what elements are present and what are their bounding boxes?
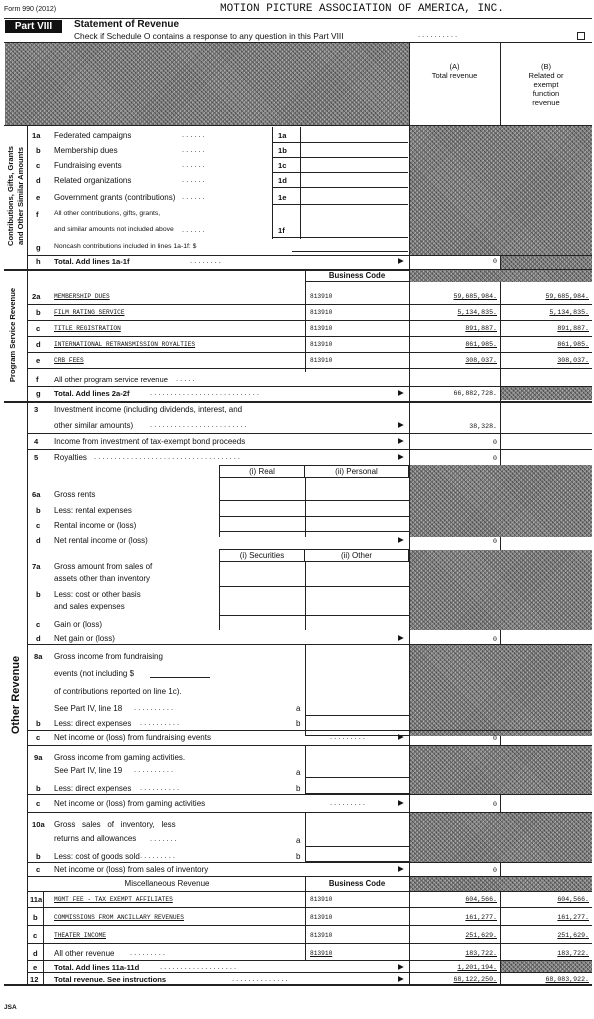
line-number: b <box>36 506 41 515</box>
misc-business-code: 813910 <box>310 914 333 921</box>
form-label: Form 990 (2012) <box>4 6 57 13</box>
column-b-letter: (B) <box>540 62 552 71</box>
line-number: 12 <box>30 975 39 984</box>
noncash-field[interactable] <box>292 251 408 252</box>
line-10-label: returns and allowances <box>54 834 137 843</box>
line-12-label: Total revenue. See instructions <box>54 975 167 984</box>
box-label: b <box>296 852 301 861</box>
contrib-amount-field[interactable] <box>272 142 408 143</box>
arrow-icon: ▶ <box>398 633 404 642</box>
rule <box>219 615 409 616</box>
line-number: c <box>36 521 41 530</box>
misc-description: THEATER INCOME <box>54 932 106 939</box>
program-business-code: 813910 <box>310 309 333 316</box>
line-8-label: Gross income from fundraising <box>54 652 163 661</box>
misc-amount-b: 161,277. <box>557 914 589 921</box>
arrow-icon: ▶ <box>398 388 404 397</box>
rule <box>305 846 410 847</box>
rule <box>4 401 592 403</box>
sales-header-securities: (i) Securities <box>239 551 285 560</box>
line-number: 5 <box>34 453 39 462</box>
arrow-icon: ▶ <box>398 864 404 873</box>
business-code-header: Business Code <box>328 879 386 888</box>
sales-line-label: and sales expenses <box>54 602 125 611</box>
arrow-icon: ▶ <box>398 535 404 544</box>
line-number: f <box>36 210 39 219</box>
rule <box>219 586 409 587</box>
line-10-entry-area <box>305 813 410 862</box>
line-5-amount: 0 <box>493 455 497 462</box>
box-label: 1f <box>278 226 285 235</box>
program-amount-b: 861,985. <box>557 341 589 348</box>
line-number: d <box>36 536 41 545</box>
part-label: Part VIII <box>5 20 62 33</box>
arrow-icon: ▶ <box>398 436 404 445</box>
line-10c-amount: 0 <box>493 867 497 874</box>
line-number: h <box>36 257 41 266</box>
program-business-code: 813910 <box>310 341 333 348</box>
line-9c-amount: 0 <box>493 801 497 808</box>
schedule-o-instruction: Check if Schedule O contains a response to any question in this Part VIII <box>74 31 344 41</box>
shaded-area <box>410 270 592 282</box>
line-number: b <box>36 784 41 793</box>
dot-leader: ...... <box>182 192 207 201</box>
line-5-label: Royalties <box>54 453 87 462</box>
line-9-label: Gross income from gaming activities. <box>54 753 186 762</box>
rule <box>305 777 410 778</box>
dot-leader: .......... <box>134 703 176 712</box>
contrib-amount-field[interactable] <box>272 157 408 158</box>
fundraising-contrib-field[interactable] <box>150 677 210 678</box>
misc-revenue-header: Miscellaneous Revenue <box>124 879 210 888</box>
arrow-icon: ▶ <box>398 798 404 807</box>
rule <box>28 336 592 337</box>
rule <box>28 730 592 731</box>
misc-description: COMMISSIONS FROM ANCILLARY REVENUES <box>54 914 184 921</box>
arrow-icon: ▶ <box>398 732 404 741</box>
rule <box>28 449 592 450</box>
rule <box>219 500 409 501</box>
line-number: g <box>36 389 41 398</box>
program-business-code: 813910 <box>310 325 333 332</box>
rent-header-real: (i) Real <box>249 467 275 476</box>
misc-business-code: 813910 <box>310 932 333 939</box>
shaded-area <box>410 813 592 862</box>
dot-leader: .......... <box>140 718 182 727</box>
misc-amount-a: 161,277. <box>465 914 497 921</box>
section-divider <box>27 402 28 984</box>
line-1g-label: Noncash contributions included in lines 1a-1f: $ <box>54 243 197 250</box>
box-label: b <box>296 784 301 793</box>
misc-amount-b: 251,629. <box>557 932 589 939</box>
misc-amount-a: 604,566. <box>465 896 497 903</box>
shaded-area <box>410 465 592 537</box>
shaded-area <box>410 126 592 256</box>
sales-line-label: Gross amount from sales of <box>54 562 153 571</box>
misc-amount-b: 604,566. <box>557 896 589 903</box>
line-1h-amount: 0 <box>493 258 497 265</box>
rental-line-label: Less: rental expenses <box>54 506 132 515</box>
line-9-label: See Part IV, line 19 <box>54 766 123 775</box>
rule <box>28 925 592 926</box>
box-label: 1a <box>278 131 287 140</box>
line-8-entry-area <box>305 645 410 736</box>
dot-leader: ................... <box>160 962 239 971</box>
dot-leader: ...... <box>182 130 207 139</box>
rule <box>28 794 592 795</box>
box-value-border <box>300 127 301 239</box>
sales-header-other: (ii) Other <box>340 551 373 560</box>
misc-amount-a: 251,629. <box>465 932 497 939</box>
line-2f-label: All other program service revenue <box>54 375 168 384</box>
sales-column-border <box>305 562 306 630</box>
line-number: b <box>36 146 41 155</box>
line-8c-label: Net income or (loss) from fundraising events <box>54 733 211 742</box>
dot-leader: ......... <box>140 851 177 860</box>
shaded-area <box>501 961 592 972</box>
line-number: 11a <box>30 895 43 904</box>
program-description: MEMBERSHIP DUES <box>54 293 110 300</box>
line-11e-label: Total. Add lines 11a-11d <box>54 963 140 972</box>
line-number: e <box>33 963 38 972</box>
rule <box>28 304 592 305</box>
program-amount-a: 861,985. <box>465 341 497 348</box>
rule <box>305 715 410 716</box>
business-code-border <box>305 270 306 372</box>
misc-description: MGMT FEE - TAX EXEMPT AFFILIATES <box>54 896 173 903</box>
column-b-title: function <box>532 89 560 98</box>
rule <box>305 281 409 282</box>
dot-leader: .......... <box>140 783 182 792</box>
part-title: Statement of Revenue <box>74 19 180 30</box>
rule <box>28 368 592 369</box>
program-amount-b: 891,887. <box>557 325 589 332</box>
line-11d-amount-a: 183,722. <box>465 950 497 957</box>
line-number: c <box>36 161 41 170</box>
line-4-amount: 0 <box>493 439 497 446</box>
dot-leader: ........ <box>190 256 223 265</box>
sales-line-label: Less: cost or other basis <box>54 590 141 599</box>
contrib-line-label: All other contributions, gifts, grants, <box>54 210 161 217</box>
line-7d-amount: 0 <box>493 636 497 643</box>
program-description: FILM RATING SERVICE <box>54 309 125 316</box>
dot-leader: ...... <box>182 145 207 154</box>
header-shaded-area <box>5 43 409 125</box>
line-9c-label: Net income or (loss) from gaming activities <box>54 799 206 808</box>
line-number: d <box>36 176 41 185</box>
line-8-label: of contributions reported on line 1c). <box>54 687 182 696</box>
line-number: b <box>36 719 41 728</box>
contrib-line-label: Government grants (contributions) <box>54 193 176 202</box>
program-description: INTERNATIONAL RETRANSMISSION ROYALTIES <box>54 341 196 348</box>
arrow-icon: ▶ <box>398 256 404 265</box>
contrib-line-label: Fundraising events <box>54 161 122 170</box>
line-number: 7a <box>32 562 41 571</box>
column-a-title: Total revenue <box>431 71 478 80</box>
side-label-program-service: Program Service Revenue <box>8 287 17 383</box>
line-10-label: Gross sales of inventory, less <box>54 820 176 829</box>
dot-leader: ......... <box>330 732 367 741</box>
line-number-column-border <box>43 891 44 984</box>
business-code-header: Business Code <box>328 271 386 280</box>
line-number: d <box>36 340 41 349</box>
shaded-area <box>410 746 592 794</box>
contrib-amount-field[interactable] <box>272 237 408 238</box>
column-b-title: exempt <box>533 80 559 89</box>
line-number: b <box>36 308 41 317</box>
program-amount-a: 891,887. <box>465 325 497 332</box>
line-11e-amount: 1,201,194. <box>457 964 497 971</box>
line-number: 10a <box>32 820 45 829</box>
program-amount-b: 5,134,835. <box>549 309 589 316</box>
line-2g-label: Total. Add lines 2a-2f <box>54 389 130 398</box>
rental-line-label: Net rental income or (loss) <box>54 536 148 545</box>
contrib-amount-field[interactable] <box>272 187 408 188</box>
arrow-icon: ▶ <box>398 962 404 971</box>
line-number: b <box>36 590 41 599</box>
rule <box>219 531 409 532</box>
contrib-line-label: Membership dues <box>54 146 118 155</box>
column-b-title: revenue <box>532 98 560 107</box>
contrib-amount-field[interactable] <box>272 172 408 173</box>
sales-line-label: Gain or (loss) <box>54 620 103 629</box>
contrib-line-label: Related organizations <box>54 176 132 185</box>
box-label: b <box>296 719 301 728</box>
rule <box>28 862 592 863</box>
line-12-amount-a: 68,122,250. <box>453 976 497 983</box>
rule <box>28 943 592 944</box>
line-9-entry-area <box>305 746 410 794</box>
line-number: g <box>36 243 41 252</box>
line-11d-label: All other revenue <box>54 949 115 958</box>
rule <box>28 433 592 434</box>
line-1h-label: Total. Add lines 1a-1f <box>54 257 130 266</box>
program-amount-a: 5,134,835. <box>457 309 497 316</box>
rule <box>28 972 592 973</box>
line-number: b <box>33 913 38 922</box>
dot-leader: ......... <box>130 948 167 957</box>
line-number: e <box>36 193 41 202</box>
schedule-o-checkbox[interactable] <box>577 32 585 40</box>
shaded-area <box>410 877 592 891</box>
dot-leader: .......... <box>134 765 176 774</box>
arrow-icon: ▶ <box>398 420 404 429</box>
line-8b-label: Less: direct expenses <box>54 719 132 728</box>
column-b-title: Related or <box>528 71 564 80</box>
line-number: c <box>36 799 41 808</box>
box-label: 1e <box>278 193 287 202</box>
line-8c-amount: 0 <box>493 735 497 742</box>
dot-leader: .................................... <box>94 452 242 461</box>
dot-leader: ........................... <box>150 388 261 397</box>
line-number: 1a <box>32 131 41 140</box>
line-8-label: See Part IV, line 18 <box>54 704 123 713</box>
arrow-icon: ▶ <box>398 974 404 983</box>
line-number: 8a <box>34 652 43 661</box>
shaded-area <box>501 256 592 269</box>
dot-leader: ....... <box>150 834 179 843</box>
rule <box>28 352 592 353</box>
dot-leader: .............. <box>232 974 290 983</box>
contrib-line-label: and similar amounts not included above <box>54 226 174 233</box>
line-number: d <box>36 634 41 643</box>
dot-leader: ...... <box>182 160 207 169</box>
line-number: 2a <box>32 292 41 301</box>
line-number: 6a <box>32 490 41 499</box>
line-12-amount-b: 68,083,922. <box>545 976 589 983</box>
section-divider <box>27 125 28 269</box>
contrib-line-label: Federated campaigns <box>54 131 132 140</box>
line-number: d <box>33 949 38 958</box>
line-number: e <box>36 356 41 365</box>
dot-leader: ..... <box>176 374 197 383</box>
shaded-area <box>410 550 592 630</box>
line-3-label: other similar amounts) <box>54 421 134 430</box>
rent-column-border <box>219 478 220 537</box>
dot-leader: ......... <box>330 798 367 807</box>
line-11d-code: 813910 <box>310 950 333 957</box>
line-number: 4 <box>34 437 39 446</box>
rental-line-label: Rental income or (loss) <box>54 521 137 530</box>
side-label-contributions: Contributions, Gifts, Grants <box>6 146 15 246</box>
rental-line-label: Gross rents <box>54 490 96 499</box>
dot-leader: ...... <box>182 225 207 234</box>
sales-line-label: Net gain or (loss) <box>54 634 115 643</box>
box-label: a <box>296 768 301 777</box>
rule <box>28 320 592 321</box>
line-3-label: Investment income (including dividends, interest, and <box>54 405 243 414</box>
box-label: 1c <box>278 161 287 170</box>
rent-header-personal: (ii) Personal <box>335 467 378 476</box>
box-label-border <box>272 127 273 239</box>
line-number: c <box>36 733 41 742</box>
line-number: c <box>36 324 41 333</box>
program-business-code: 813910 <box>310 357 333 364</box>
line-number: 9a <box>34 753 43 762</box>
dot-leader: .......... <box>418 30 460 39</box>
box-label: 1d <box>278 176 287 185</box>
column-a-letter: (A) <box>449 62 460 71</box>
rent-column-border <box>305 478 306 537</box>
line-2g-amount: 66,882,728. <box>453 390 497 397</box>
line-number: b <box>36 852 41 861</box>
line-number: c <box>36 865 41 874</box>
line-10c-label: Net income or (loss) from sales of inventory <box>54 865 209 874</box>
rule <box>4 984 592 986</box>
side-label-contributions: and Other Similar Amounts <box>16 146 25 246</box>
sales-line-label: assets other than inventory <box>54 574 151 583</box>
rule <box>28 907 592 908</box>
program-amount-b: 308,037. <box>557 357 589 364</box>
program-amount-b: 59,685,984. <box>545 293 589 300</box>
side-label-other-revenue: Other Revenue <box>10 655 22 735</box>
line-number: c <box>33 931 38 940</box>
misc-business-code: 813910 <box>310 896 333 903</box>
program-description: TITLE REGISTRATION <box>54 325 121 332</box>
line-8-label: events (not including $ <box>54 669 135 678</box>
arrow-icon: ▶ <box>398 452 404 461</box>
line-10b-label: Less: cost of goods sold <box>54 852 140 861</box>
shaded-area <box>410 645 592 736</box>
program-amount-a: 308,037. <box>465 357 497 364</box>
program-business-code: 813910 <box>310 293 333 300</box>
box-label: a <box>296 704 301 713</box>
rule <box>28 891 592 892</box>
program-description: CRB FEES <box>54 357 84 364</box>
sales-column-border <box>219 562 220 630</box>
line-3-amount: 38,328. <box>469 423 497 430</box>
shaded-area <box>501 387 592 400</box>
business-code-border <box>305 876 306 960</box>
program-amount-a: 59,685,984. <box>453 293 497 300</box>
line-number: 3 <box>34 405 39 414</box>
line-6d-amount: 0 <box>493 538 497 545</box>
line-9b-label: Less: direct expenses <box>54 784 132 793</box>
line-11d-amount-b: 183,722. <box>557 950 589 957</box>
line-number: c <box>36 620 41 629</box>
rule <box>219 516 409 517</box>
dot-leader: ........................ <box>150 420 249 429</box>
contrib-amount-field[interactable] <box>272 204 408 205</box>
jsa-label: JSA <box>4 1004 17 1011</box>
box-label: 1b <box>278 146 287 155</box>
dot-leader: ...... <box>182 175 207 184</box>
line-4-label: Income from investment of tax-exempt bond proceeds <box>54 437 246 446</box>
organization-name: MOTION PICTURE ASSOCIATION OF AMERICA, INC. <box>220 3 504 15</box>
line-number: f <box>36 375 39 384</box>
box-label: a <box>296 836 301 845</box>
